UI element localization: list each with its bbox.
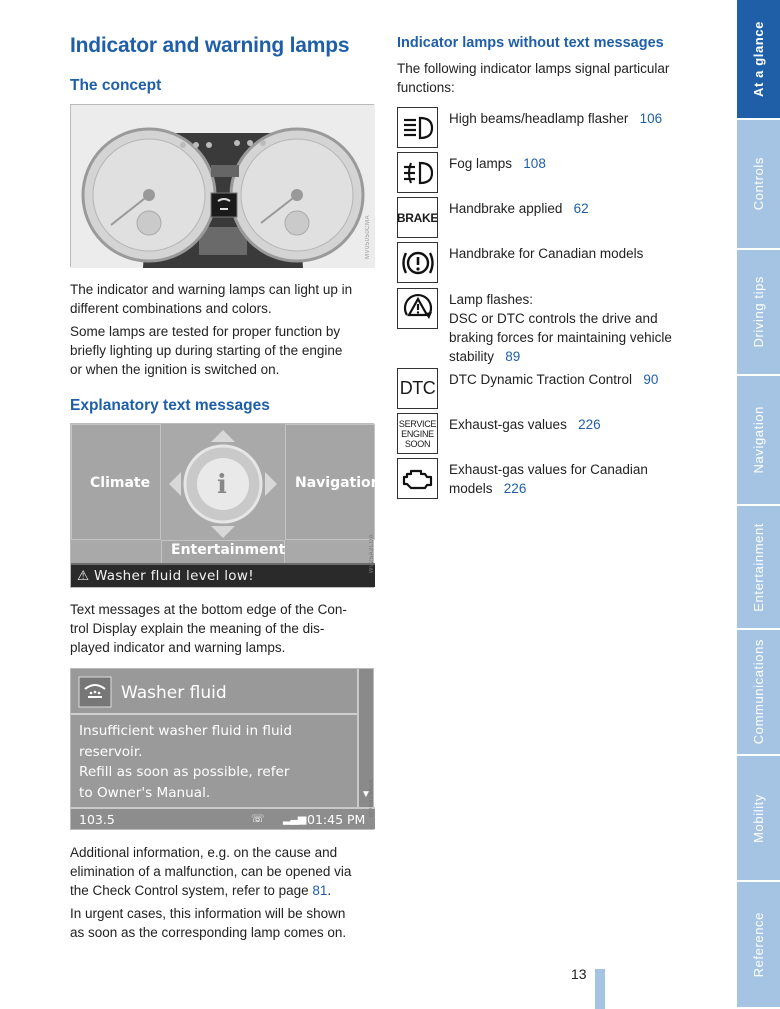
text-line: functions: <box>397 80 455 95</box>
lamps-intro <box>397 59 707 97</box>
figure-code: W925A2LDA <box>369 534 375 574</box>
lamp-label: Handbrake applied <box>449 201 563 216</box>
icon-label-line: ENGINE <box>401 428 434 439</box>
control-display-menu-image <box>70 423 381 588</box>
tab-label: Driving tips <box>751 276 766 348</box>
tab-mobility[interactable] <box>737 756 780 882</box>
text-line <box>70 881 380 900</box>
tab-communications[interactable] <box>737 630 780 756</box>
page-link[interactable]: 106 <box>639 111 663 126</box>
check-control-screen-image <box>70 668 374 830</box>
concept-heading: The concept <box>70 77 162 94</box>
lamp-description <box>449 290 699 366</box>
text-line: braking forces for maintaining vehicle <box>449 330 672 345</box>
urgent-paragraph <box>70 904 380 942</box>
warning-message: ⚠ Washer fluid level low! <box>77 568 254 584</box>
text-line: Text messages at the bottom edge of the Con- <box>70 602 347 617</box>
page-link[interactable]: 89 <box>505 349 521 364</box>
tab-label: Controls <box>751 157 766 211</box>
radio-frequency: 103.5 <box>79 812 115 827</box>
dsc-triangle-icon-glyph <box>401 293 435 325</box>
concept-paragraph-2 <box>70 322 380 379</box>
lamp-description <box>449 460 699 498</box>
dsc-triangle-icon <box>397 288 438 329</box>
warning-message-bar <box>71 563 375 587</box>
check-engine-icon-glyph <box>401 466 435 492</box>
check-control-header <box>71 669 359 715</box>
text-line: Refill as soon as possible, refer <box>79 764 290 780</box>
lamp-label: Exhaust-gas values <box>449 417 567 432</box>
text-line: Insufficient washer fluid in fluid <box>79 723 292 739</box>
page-link[interactable]: 62 <box>573 201 589 216</box>
lamp-label: models <box>449 481 493 496</box>
page-link[interactable]: 90 <box>643 372 659 387</box>
dtc-icon-label: DTC <box>399 378 436 398</box>
text-line: DSC or DTC controls the drive and <box>449 311 658 326</box>
explanatory-heading: Explanatory text messages <box>70 397 270 414</box>
lamp-label: DTC Dynamic Traction Control <box>449 372 633 387</box>
page-number: 13 <box>571 966 587 982</box>
dtc-text-icon <box>397 368 438 409</box>
check-engine-icon <box>397 458 438 499</box>
washer-fluid-icon <box>79 677 111 707</box>
lamp-description <box>449 370 699 389</box>
text-line: elimination of a malfunction, can be opened via <box>70 864 352 879</box>
icon-label-line: SOON <box>404 438 431 449</box>
text-line: The indicator and warning lamps can light up in <box>70 282 353 297</box>
menu-item-navigation: Navigation <box>295 475 381 491</box>
tab-label: Entertainment <box>751 522 766 612</box>
high-beam-icon <box>397 107 438 148</box>
lamp-label: Fog lamps <box>449 156 513 171</box>
menu-item-entertainment: Entertainment <box>171 542 286 558</box>
page-link-81[interactable]: 81 <box>312 883 328 898</box>
lamp-description <box>449 415 699 434</box>
menu-paragraph <box>70 600 380 657</box>
text-line: reservoir. <box>79 743 143 760</box>
service-engine-soon-icon <box>397 413 438 454</box>
tab-driving-tips[interactable] <box>737 250 780 376</box>
instrument-cluster-drawing <box>71 105 375 268</box>
figure-code: MV05050CMA <box>365 215 371 260</box>
lamp-description <box>449 199 699 218</box>
page-link[interactable]: 108 <box>523 156 546 171</box>
phone-icon: ☏ <box>251 812 265 825</box>
page-title: Indicator and warning lamps <box>70 34 350 57</box>
lamp-description <box>449 244 699 263</box>
lamp-label: Handbrake for Canadian models <box>449 246 644 261</box>
text-line <box>449 347 699 366</box>
fog-lamp-icon-glyph <box>402 160 434 186</box>
brake-text-icon <box>397 197 438 238</box>
instrument-cluster-image <box>70 104 374 267</box>
tab-at-a-glance[interactable] <box>737 0 780 120</box>
info-icon: i <box>217 470 227 500</box>
tab-reference[interactable] <box>737 882 780 1009</box>
text-line: Some lamps are tested for proper function by <box>70 324 341 339</box>
check-control-message <box>79 721 292 803</box>
signal-icon: ▂▃▅ <box>283 812 306 825</box>
text-line: different combinations and colors. <box>70 301 272 316</box>
menu-item-climate: Climate <box>90 475 151 491</box>
page-number-bar <box>595 969 605 1009</box>
lamps-heading: Indicator lamps without text messages <box>397 35 664 51</box>
high-beam-icon-glyph <box>402 115 434 141</box>
text-line: In urgent cases, this information will be shown <box>70 906 346 921</box>
figure-code: MV6825AVA <box>369 779 375 817</box>
page-link[interactable]: 226 <box>578 417 601 432</box>
tab-entertainment[interactable] <box>737 506 780 630</box>
text-line: played indicator and warning lamps. <box>70 640 286 655</box>
tab-controls[interactable] <box>737 120 780 250</box>
text-line: briefly lighting up during starting of the engine <box>70 343 343 358</box>
tab-label: Navigation <box>751 406 766 474</box>
canadian-brake-icon <box>397 242 438 283</box>
tab-navigation[interactable] <box>737 376 780 506</box>
clock-time: 01:45 PM <box>307 812 366 827</box>
scroll-down-icon: ▼ <box>361 789 371 800</box>
concept-paragraph-1 <box>70 280 380 318</box>
text-line: The following indicator lamps signal particular <box>397 61 670 76</box>
canadian-brake-icon-glyph <box>401 248 435 278</box>
additional-info-paragraph <box>70 843 380 900</box>
tab-label: Mobility <box>751 793 766 843</box>
brake-icon-label: BRAKE <box>396 210 439 225</box>
lamp-label: stability <box>449 349 495 364</box>
text-line <box>449 479 699 498</box>
text-line: as soon as the corresponding lamp comes on. <box>70 925 347 940</box>
fog-lamp-icon <box>397 152 438 193</box>
tab-label: Communications <box>751 639 766 745</box>
check-control-title: Washer fluid <box>121 683 227 703</box>
text-line: Additional information, e.g. on the cause and <box>70 845 338 860</box>
text-line: or when the ignition is switched on. <box>70 362 280 377</box>
tab-label: At a glance <box>751 21 766 97</box>
lamp-description <box>449 154 699 173</box>
page-link[interactable]: 226 <box>503 481 527 496</box>
text-line: trol Display explain the meaning of the dis- <box>70 621 325 636</box>
text-line: to Owner's Manual. <box>79 784 211 801</box>
text-line: Exhaust-gas values for Canadian <box>449 462 648 477</box>
tab-label: Reference <box>751 911 766 978</box>
text-fragment: the Check Control system, refer to page <box>70 883 313 898</box>
text-line: Lamp flashes: <box>449 292 534 307</box>
text-fragment: . <box>327 883 332 898</box>
status-bar <box>71 807 375 829</box>
lamp-label: High beams/headlamp flasher <box>449 111 629 126</box>
lamp-description <box>449 109 699 128</box>
icon-label-line: SERVICE <box>398 418 437 429</box>
